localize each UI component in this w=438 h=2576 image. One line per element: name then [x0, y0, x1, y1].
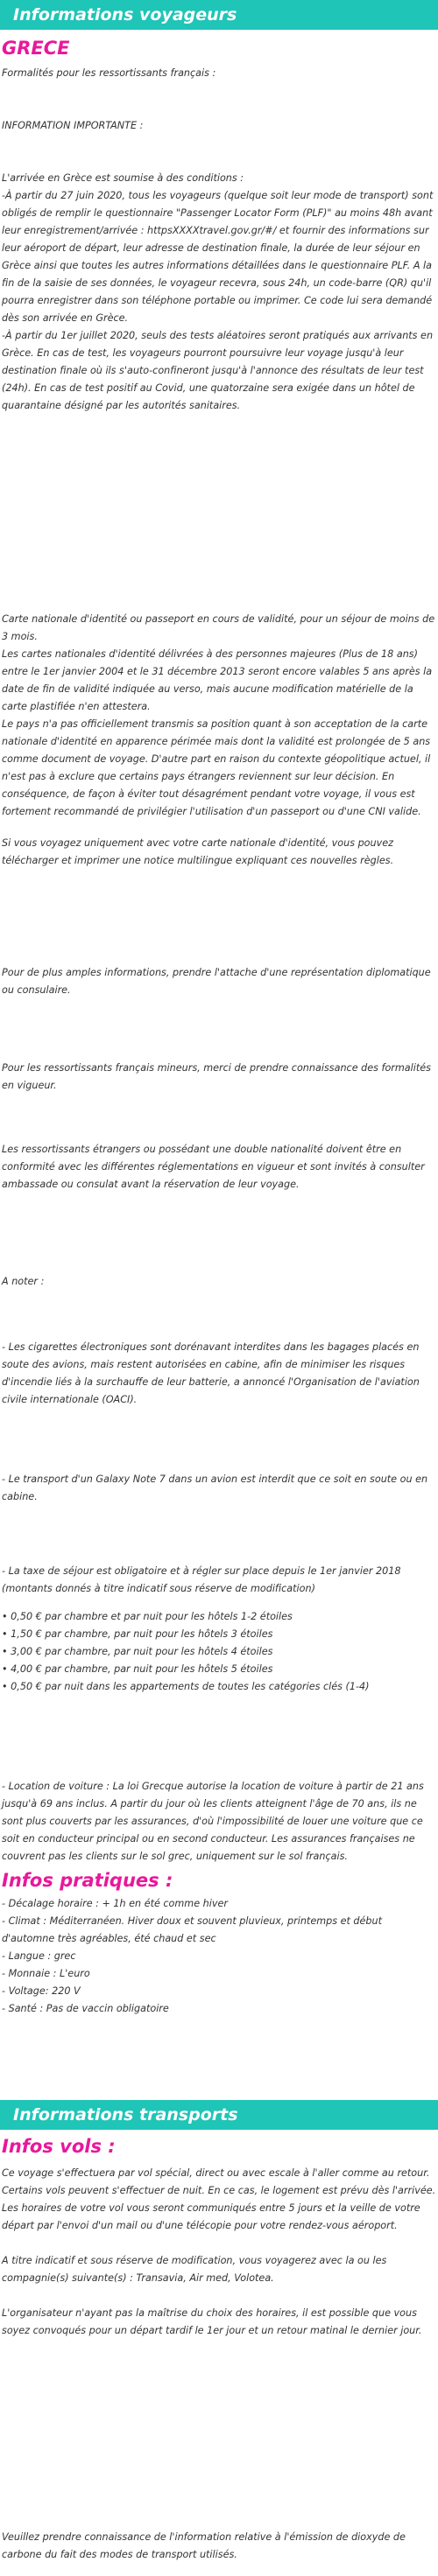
- pratiques-item: - Langue : grec: [2, 1950, 76, 1962]
- voyageurs-banner: Informations voyageurs: [0, 0, 438, 30]
- formalites-intro: Formalités pour les ressortissants français :: [2, 67, 216, 79]
- cni-section: [0, 611, 438, 870]
- conditions-plf: -À partir du 27 juin 2020, tous les voyageurs (quelque soit leur mode de transport) sont obligés de remplir le questionnaire "Passenger Locator Form (PLF)" au moins 48h avant leur enregistrement/arrivée : httpsXXXXtravel.gov.gr/#/ et fournir des informations sur leur aéroport de départ, leur adresse de destination finale, la durée de leur séjour en Grèce ainsi que toutes les autres informations détaillées dans le questionnaire PLF. A la fin de la saisie de ses données, le voyageur recevra, sous 24h, un code-barre (QR) qu'il pourra enregistrer dans son téléphone portable ou imprimer. Ce code lui sera demandé dès son arrivée en Grèce.: [2, 190, 434, 324]
- mineurs: Pour les ressortissants français mineurs, merci de prendre connaissance des formalités en vigueur.: [2, 1062, 431, 1091]
- a-noter: A noter :: [2, 1276, 45, 1287]
- transports-section: [0, 2100, 438, 2340]
- taxe-item: • 0,50 € par nuit dans les appartements de toutes les catégories clés (1-4): [2, 1681, 370, 1692]
- etrangers-section: [0, 1141, 438, 1194]
- taxe-item: • 4,00 € par chambre, par nuit pour les hôtels 5 étoiles: [2, 1663, 273, 1675]
- voyageurs-section: [0, 0, 438, 415]
- conditions-title: L'arrivée en Grèce est soumise à des conditions :: [2, 172, 244, 184]
- vols-organisateur: L'organisateur n'ayant pas la maîtrise du choix des horaires, il est possible que vous soyez convoqués pour un départ tardif le 1er jour et un retour matinal le dernier jour.: [2, 2307, 422, 2336]
- pratiques-item: - Monnaie : L'euro: [2, 1968, 90, 1979]
- plus-infos-section: [0, 964, 438, 999]
- location-voiture: - Location de voiture : La loi Grecque autorise la location de voiture à partir de 21 ans jusqu'à 69 ans inclus. A partir du jour où les clients atteignent l'âge de 70 ans, ils ne sont plus couverts par les assurances, d'où l'impossibilité de louer une voiture que ce soit en conducteur principal ou en second conducteur. Les assurances françaises ne couvrent pas les clients sur le sol grec, uniquement sur le sol français.: [2, 1781, 424, 1862]
- pratiques-item: - Climat : Méditerranéen. Hiver doux et souvent pluvieux, printemps et début d'automne très agréables, été chaud et sec: [2, 1915, 382, 1944]
- info-importante: INFORMATION IMPORTANTE :: [2, 120, 144, 131]
- taxe-item: • 3,00 € par chambre, par nuit pour les hôtels 4 étoiles: [2, 1646, 273, 1657]
- taxe-list: [0, 1608, 438, 1696]
- transports-banner: Informations transports: [0, 2100, 438, 2130]
- pratiques-heading: Infos pratiques :: [2, 1870, 173, 1891]
- taxe-item: • 0,50 € par chambre et par nuit pour les hôtels 1-2 étoiles: [2, 1611, 293, 1622]
- galaxy-section: [0, 1471, 438, 1506]
- cigarettes-section: [0, 1339, 438, 1409]
- taxe-item: • 1,50 € par chambre, par nuit pour les hôtels 3 étoiles: [2, 1628, 273, 1640]
- vols-horaires: Les horaires de votre vol vous seront communiqués entre 5 jours et la veille de votre départ par l'envoi d'un mail ou d'une télécopie pour votre rendez-vous aéroport.: [2, 2202, 420, 2231]
- mineurs-section: [0, 1060, 438, 1095]
- cni-prolongation: Les cartes nationales d'identité délivrées à des personnes majeures (Plus de 18 ans) entre le 1er janvier 2004 et le 31 décembre 2013 seront encore valables 5 ans après la date de fin de validité indiquée au verso, mais aucune modification matérielle de la carte plastifiée n'en attestera.: [2, 648, 433, 712]
- cni-position-pays: Le pays n'a pas officiellement transmis sa position quant à son acceptation de la carte nationale d'identité en apparence périmée mais dont la validité est prolongée de 5 ans comme document de voyage. D'autre part en raison du contexte géopolitique actuel, il n'est pas à exclure que certains pays étrangers reviennent sur leur décision. En conséquence, de façon à éviter tout désagrément pendant votre voyage, il vous est fortement recommandé de privilégier l'utilisation d'un passeport ou d'une CNI valide.: [2, 718, 431, 817]
- pratiques-item: - Décalage horaire : + 1h en été comme hiver: [2, 1898, 228, 1909]
- conditions-tests: -À partir du 1er juillet 2020, seuls des tests aléatoires seront pratiqués aux arrivants en Grèce. En cas de test, les voyageurs pourront poursuivre leur voyage jusqu'à leur destination finale où ils s'auto-confineront jusqu'à l'annonce des résultats de leur test (24h). En cas de test positif au Covid, une quatorzaine sera exigée dans un hôtel de quarantaine désigné par les autorités sanitaires.: [2, 330, 434, 411]
- taxe-intro: - La taxe de séjour est obligatoire et à régler sur place depuis le 1er janvier 2018 (montants donnés à titre indicatif sous réserve de modification): [2, 1565, 401, 1594]
- galaxy-note: - Le transport d'un Galaxy Note 7 dans un avion est interdit que ce soit en soute ou en cabine.: [2, 1474, 428, 1502]
- dioxyde-info: Veuillez prendre connaissance de l'information relative à l'émission de dioxyde de carbone du fait des modes de transport utilisés.: [2, 2531, 406, 2560]
- vols-compagnies: A titre indicatif et sous réserve de modification, vous voyagerez avec la ou les compagnie(s) suivante(s) : Transavia, Air med, Volotea.: [2, 2255, 387, 2284]
- cigarettes: - Les cigarettes électroniques sont dorénavant interdites dans les bagages placés en soute des avions, mais restent autorisées en cabine, afin de minimiser les risques d'incendie liés à la surchauffe de leur batterie, a annoncé l'Organisation de l'aviation civile internationale (OACI).: [2, 1341, 420, 1405]
- a-noter-section: [0, 1273, 438, 1291]
- vols-type: Ce voyage s'effectuera par vol spécial, direct ou avec escale à l'aller comme au retour. Certains vols peuvent s'effectuer de nuit. En ce cas, le logement est prévu dès l'arrivée.: [2, 2167, 436, 2196]
- dioxyde-section: [0, 2529, 438, 2564]
- etrangers: Les ressortissants étrangers ou possédant une double nationalité doivent être en conformité avec les différentes réglementations en vigueur et sont invités à consulter ambassade ou consulat avant la réservation de leur voyage.: [2, 1144, 425, 1190]
- taxe-section: [0, 1563, 438, 1696]
- plus-infos: Pour de plus amples informations, prendre l'attache d'une représentation diplomatique ou consulaire.: [2, 967, 431, 996]
- vols-heading: Infos vols :: [2, 2136, 116, 2157]
- cni-notice: Si vous voyagez uniquement avec votre carte nationale d'identité, vous pouvez télécharger et imprimer une notice multilingue expliquant ces nouvelles règles.: [2, 837, 394, 866]
- pratiques-item: - Santé : Pas de vaccin obligatoire: [2, 2003, 169, 2014]
- country-heading: GRECE: [2, 38, 70, 59]
- pratiques-item: - Voltage: 220 V: [2, 1985, 81, 1997]
- pratiques-section: [0, 1869, 438, 2018]
- cni-validite: Carte nationale d'identité ou passeport en cours de validité, pour un séjour de moins de 3 mois.: [2, 613, 435, 642]
- location-section: [0, 1778, 438, 1866]
